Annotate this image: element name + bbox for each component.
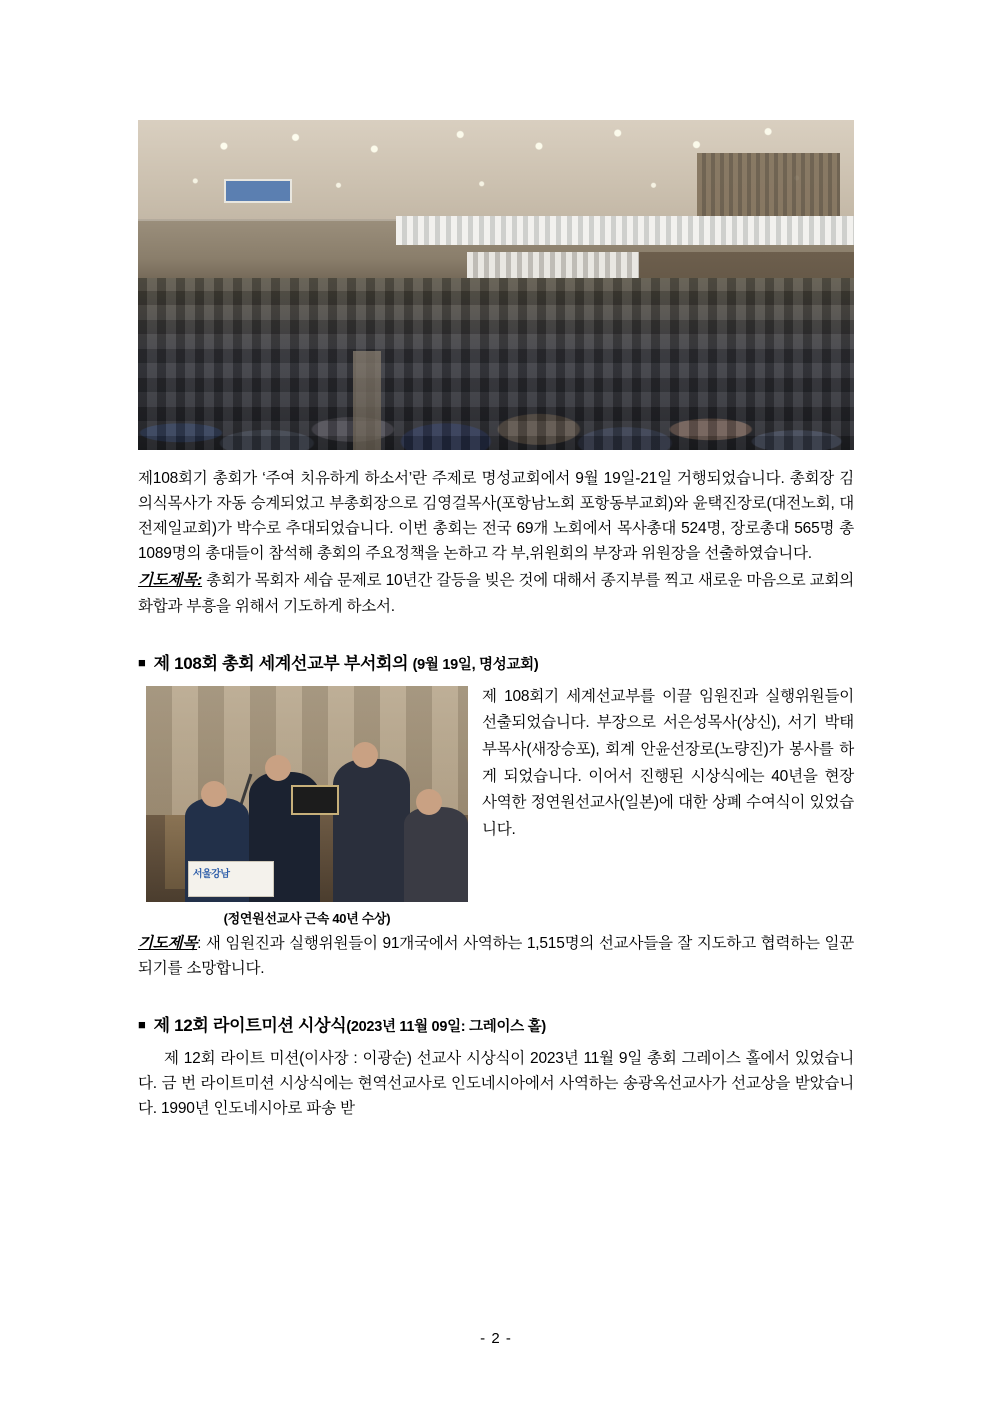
person-right	[404, 807, 468, 902]
section-1-body: 제 108회기 세계선교부를 이끌 임원진과 실행위원들이 선출되었습니다. 부장으로 서은성목사(상신), 서기 박태부목사(새장승포), 회계 안윤선장로(노량진)가 봉사를 하게 되었습니다. 이어서 진행된 시상식에는 40년을 현장 사역한 정연원선교사(일본)에 대한 상폐 수여식이 있었습니다.	[482, 687, 854, 838]
prayer-topic-label-2: 기도제목	[138, 934, 198, 952]
bullet-square-icon: ■	[138, 654, 146, 670]
prayer-topic-label: 기도제목:	[138, 572, 203, 590]
section-1-title: 제 108회 총회 세계선교부 부서회의	[153, 653, 409, 673]
award-ceremony-photo	[146, 686, 468, 902]
section-1-heading	[138, 649, 854, 674]
section-2-title: 제 12회 라이트미션 시상식	[153, 1015, 347, 1035]
section-1-subtitle: (9월 19일, 명성교회)	[412, 656, 539, 673]
bullet-square-icon-2: ■	[138, 1016, 146, 1032]
seated-congregation	[138, 278, 854, 450]
person-center-left-head	[265, 755, 291, 781]
page-number: - 2 -	[480, 1330, 512, 1347]
choir-row-upper	[396, 216, 854, 246]
section-2-body: 제 12회 라이트 미션(이사장 : 이광순) 선교사 시상식이 2023년 11월 9일 총회 그레이스 홀에서 있었습니다. 금 번 라이트미션 시상식에는 현역선교사로 인도네시아에서 사역하는 송광옥선교사가 선교상을 받았습니다. 1990년 인도네시아로 파송 받	[138, 1049, 854, 1118]
general-assembly-auditorium-photo	[138, 120, 854, 450]
intro-prayer-line	[138, 568, 854, 618]
section-2-heading	[138, 1011, 854, 1036]
prayer-topic-text: 총회가 목회자 세습 문제로 10년간 갈등을 빚은 것에 대해서 종지부를 찍고 새로운 마음으로 교회의 화합과 부흥을 위해서 기도하게 하소서.	[138, 572, 854, 615]
photo-caption: (정연원선교사 근속 40년 수상)	[223, 910, 391, 926]
section-2-subtitle: (2023년 11월 09일: 그레이스 홀)	[346, 1018, 546, 1035]
person-left-head	[201, 781, 227, 807]
prayer-topic-text-2: : 새 임원진과 실행위원들이 91개국에서 사역하는 1,515명의 선교사들을 잘 지도하고 협력하는 일꾼 되기를 소망합니다.	[138, 934, 854, 977]
blue-banner	[224, 179, 292, 203]
award-plaque	[291, 785, 339, 815]
intro-paragraph: 제108회기 총회가 ‘주여 치유하게 하소서’란 주제로 명성교회에서 9월 19일-21일 거행되었습니다. 총회장 김의식목사가 자동 승계되었고 부총회장으로 김영걸목사(포항남노회 포항동부교회)와 윤택진장로(대전노회, 대전제일교회)가 박수로 추대되었습니다. 이번 총회는 전국 69개 노회에서 목사총대 524명, 장로총대 565명 총 1089명의 총대들이 참석해 총회의 주요정책을 논하고 각 부,위원회의 부장과 위원장을 선출하였습니다.	[138, 470, 854, 563]
section-1-prayer-line	[138, 931, 854, 981]
award-ceremony-figure	[146, 686, 468, 927]
person-center-right-head	[352, 742, 378, 768]
photo-signboard	[188, 861, 274, 898]
photo-signboard-text: 서울강남	[192, 868, 230, 880]
person-center-right	[333, 759, 410, 902]
page-content	[138, 120, 854, 1121]
center-aisle	[353, 351, 382, 450]
